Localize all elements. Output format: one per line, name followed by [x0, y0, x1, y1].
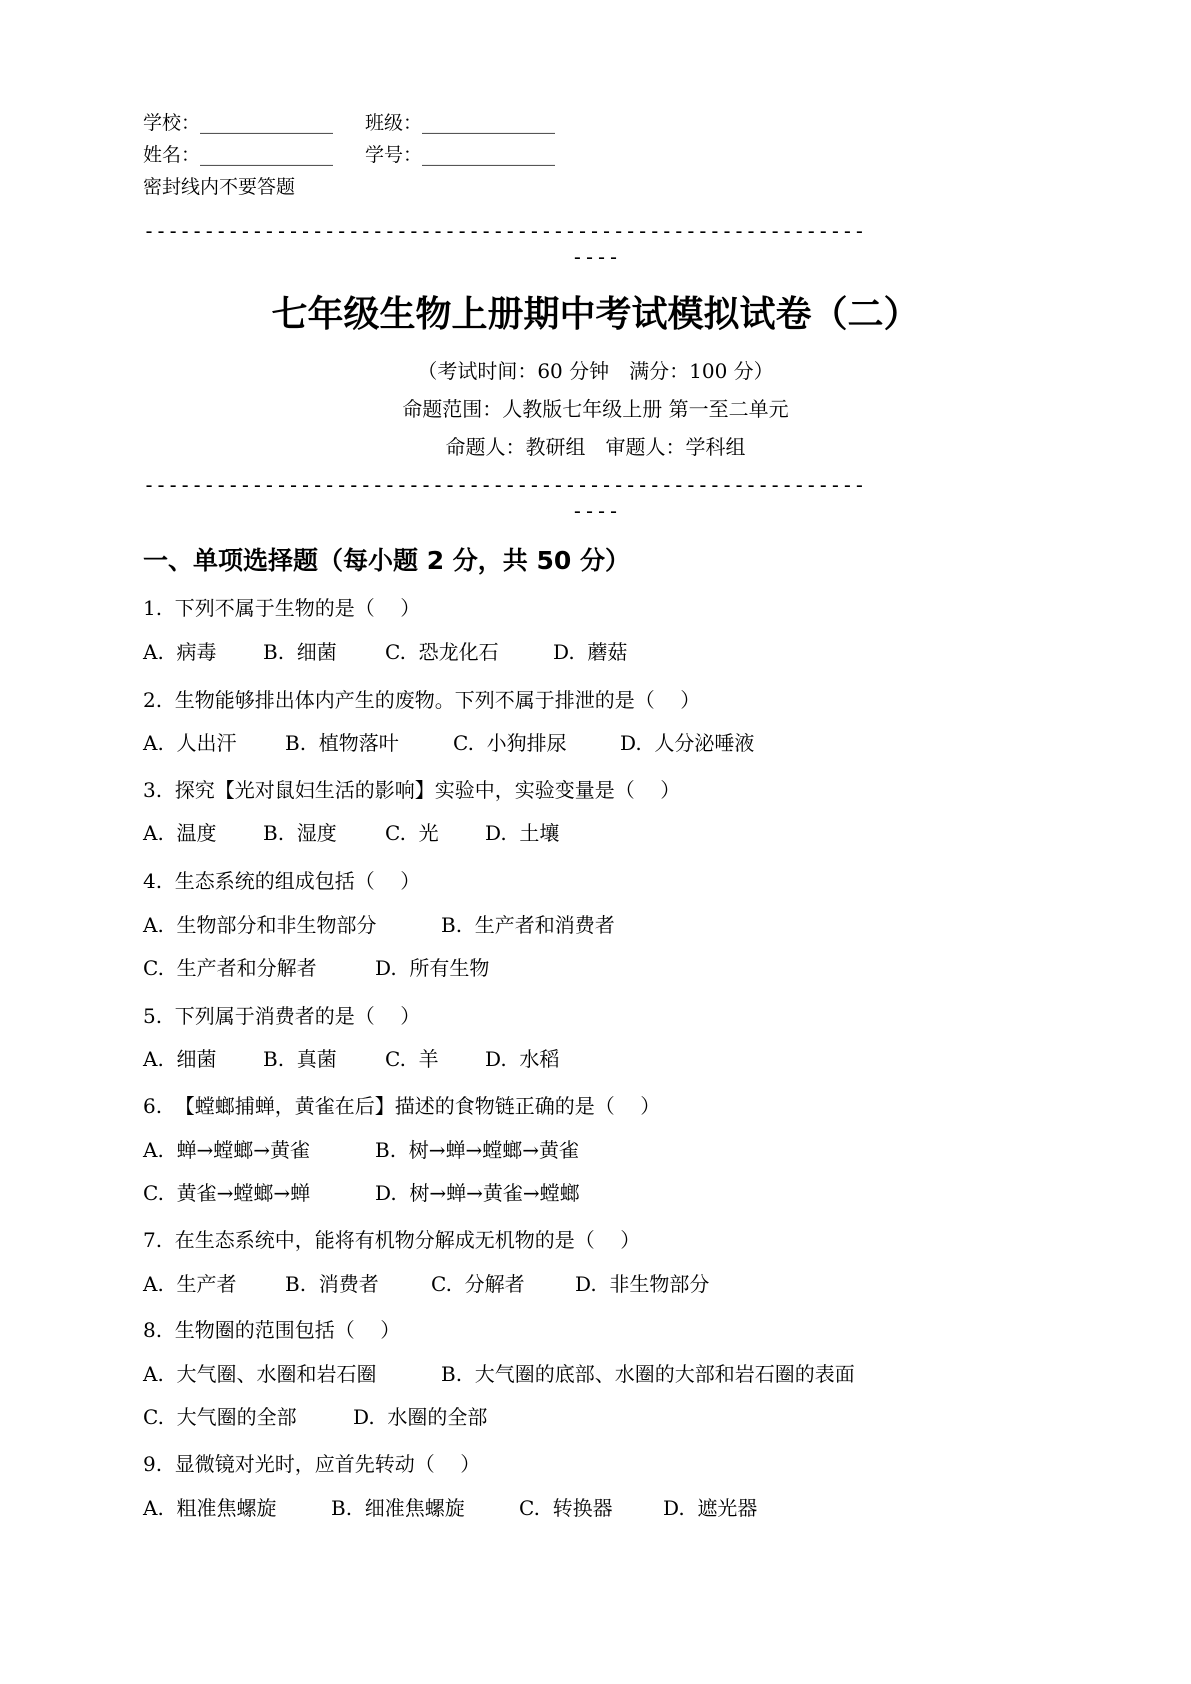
option-b: B. 细准焦螺旋: [331, 1496, 465, 1520]
question-stem: 9. 显微镜对光时，应首先转动（ ）: [143, 1452, 481, 1476]
question-stem: 3. 探究【光对鼠妇生活的影响】实验中，实验变量是（ ）: [143, 778, 681, 802]
question-stem: 7. 在生态系统中，能将有机物分解成无机物的是（ ）: [143, 1228, 641, 1252]
option-b: B. 树→蝉→螳螂→黄雀: [375, 1138, 580, 1162]
option-d: D. 水稻: [485, 1047, 560, 1071]
section-title: 一、单项选择题（每小题 2 分，共 50 分）: [143, 546, 631, 575]
option-a: A. 大气圈、水圈和岩石圈: [143, 1362, 377, 1386]
option-d: D. 蘑菇: [553, 640, 628, 664]
exam-scope: 命题范围：人教版七年级上册 第一至二单元: [402, 397, 789, 421]
option-a: A. 细菌: [143, 1047, 217, 1071]
question-stem: 1. 下列不属于生物的是（ ）: [143, 596, 421, 620]
option-b: B. 植物落叶: [285, 731, 399, 755]
option-d: D. 非生物部分: [575, 1272, 710, 1296]
option-c: C. 羊: [385, 1047, 439, 1071]
option-c: C. 大气圈的全部: [143, 1405, 297, 1429]
option-a: A. 粗准焦螺旋: [143, 1496, 277, 1520]
exam-time-score: （考试时间：60 分钟 满分：100 分）: [417, 359, 774, 383]
name-field: 姓名：______________: [143, 144, 334, 166]
option-b: B. 湿度: [263, 821, 337, 845]
option-c: C. 转换器: [519, 1496, 613, 1520]
option-b: B. 生产者和消费者: [441, 913, 615, 937]
option-a: A. 蝉→螳螂→黄雀: [143, 1138, 311, 1162]
option-b: B. 真菌: [263, 1047, 337, 1071]
option-d: D. 所有生物: [375, 956, 490, 980]
option-d: D. 水圈的全部: [353, 1405, 488, 1429]
question-stem: 2. 生物能够排出体内产生的废物。下列不属于排泄的是（ ）: [143, 688, 701, 712]
divider-dash-line: ------------------------------------------------------------: [143, 473, 866, 497]
option-d: D. 树→蝉→黄雀→螳螂: [375, 1181, 580, 1205]
option-d: D. 遮光器: [663, 1496, 758, 1520]
divider-dash-line-tail: ----: [571, 499, 620, 523]
option-a: A. 病毒: [143, 640, 217, 664]
seal-note: 密封线内不要答题: [143, 176, 296, 198]
option-c: C. 生产者和分解者: [143, 956, 317, 980]
question-stem: 4. 生态系统的组成包括（ ）: [143, 869, 421, 893]
option-a: A. 温度: [143, 821, 217, 845]
exam-authors: 命题人：教研组 审题人：学科组: [445, 435, 746, 459]
option-b: B. 消费者: [285, 1272, 379, 1296]
option-a: A. 人出汗: [143, 731, 237, 755]
option-c: C. 恐龙化石: [385, 640, 499, 664]
student-no-field: 学号：______________: [365, 144, 556, 166]
class-field: 班级：______________: [365, 112, 556, 134]
option-c: C. 小狗排尿: [453, 731, 567, 755]
question-stem: 6. 【螳螂捕蝉，黄雀在后】描述的食物链正确的是（ ）: [143, 1094, 661, 1118]
school-field: 学校：______________: [143, 112, 334, 134]
question-stem: 5. 下列属于消费者的是（ ）: [143, 1004, 421, 1028]
option-b: B. 大气圈的底部、水圈的大部和岩石圈的表面: [441, 1362, 855, 1386]
seal-dash-line: ------------------------------------------------------------: [143, 219, 866, 243]
option-a: A. 生物部分和非生物部分: [143, 913, 377, 937]
question-stem: 8. 生物圈的范围包括（ ）: [143, 1318, 401, 1342]
option-c: C. 分解者: [431, 1272, 525, 1296]
option-c: C. 光: [385, 821, 439, 845]
option-b: B. 细菌: [263, 640, 337, 664]
option-a: A. 生产者: [143, 1272, 237, 1296]
option-d: D. 土壤: [485, 821, 560, 845]
exam-title: 七年级生物上册期中考试模拟试卷（二）: [271, 294, 920, 335]
option-c: C. 黄雀→螳螂→蝉: [143, 1181, 311, 1205]
seal-dash-line-tail: ----: [571, 245, 620, 269]
option-d: D. 人分泌唾液: [620, 731, 755, 755]
